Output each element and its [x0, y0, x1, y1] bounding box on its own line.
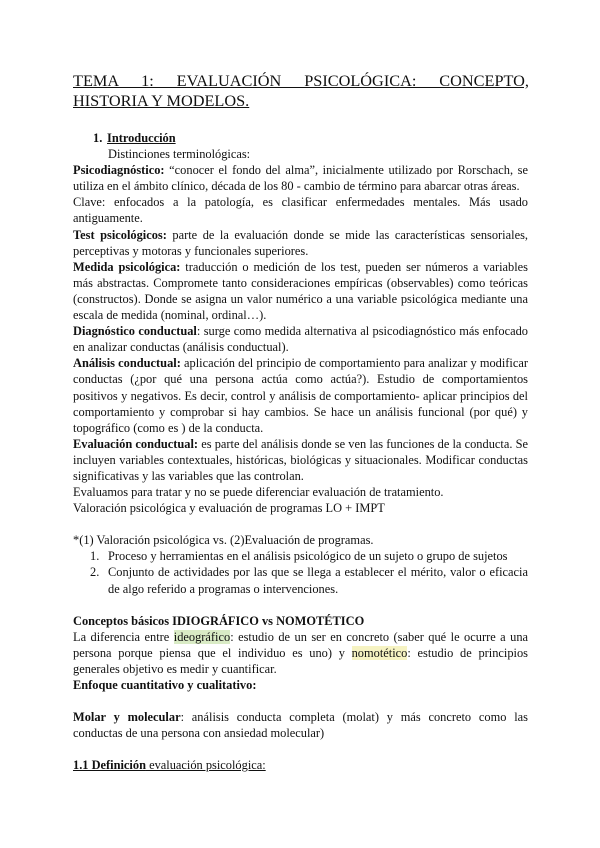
highlight-ideografico: ideográfico: [173, 629, 231, 644]
conceptos-title: Conceptos básicos IDIOGRÁFICO vs NOMOTÉTICO: [73, 613, 365, 628]
term-evaluacion: Evaluación conductual:: [73, 436, 199, 451]
list-item-text: Conjunto de actividades por las que se llega a establecer el mérito, valor o eficacia de algo referido a programas o intervenciones.: [108, 565, 528, 596]
paragraph-molar: [73, 709, 528, 741]
spacer: [73, 693, 528, 709]
text-test: parte de la evaluación donde se mide las características sensoriales, perceptivas y motoras y funcionales superiores.: [73, 227, 528, 258]
enfoque-title: Enfoque cuantitativo y cualitativo:: [73, 678, 257, 692]
heading-definicion: [73, 757, 528, 773]
spacer: [73, 741, 528, 757]
list-item: [73, 548, 528, 564]
term-analisis: Análisis conductual:: [73, 356, 181, 371]
text-psicodiagnostico: “conocer el fondo del alma”, inicialmente utilizado por Rorschach, se utiliza en el ámbito clínico, década de los 80 - cambio de término para abarcar otras áreas.: [73, 163, 528, 194]
paragraph-medida: [73, 259, 528, 323]
paragraph-psicodiagnostico: [73, 162, 528, 194]
list-item: [73, 564, 528, 596]
definicion-rest: evaluación psicológica:: [145, 758, 266, 773]
list-item-number: 1.: [90, 549, 100, 564]
section-heading-introduccion: [93, 130, 528, 146]
term-molar: Molar y molecular: [73, 710, 181, 725]
definicion-title: 1.1 Definición: [73, 758, 146, 773]
paragraph-analisis: [73, 355, 528, 435]
conceptos-text-1: La diferencia entre: [73, 629, 174, 644]
section-title: Introducción: [107, 131, 176, 145]
document-title: TEMA 1: EVALUACIÓN PSICOLÓGICA: CONCEPTO, HISTORIA Y MODELOS.: [73, 71, 529, 110]
conceptos-text-3: : estudio de principios generales objetivo es medir y cuantificar.: [73, 645, 528, 676]
comparison-intro: *(1) Valoración psicológica vs. (2)Evaluación de programas.: [73, 533, 374, 548]
text-evaluacion: es parte del análisis donde se ven las funciones de la conducta. Se incluyen variables contextuales, históricas, biológicas y situacionales. Modificar conductas significativas y las variables que las controlan.: [73, 436, 528, 483]
spacer: [73, 516, 528, 532]
document-body: [73, 130, 528, 773]
term-medida: Medida psicológica:: [73, 259, 181, 274]
paragraph-clave: Clave: enfocados a la patología, es clasificar enfermedades mentales. Más usado antiguamente.: [73, 195, 528, 226]
text-medida: traducción o medición de los test, pueden ser números a variables más abstractas. Compromete tanto consideraciones empíricas (observables) como teóricas (constructos). Donde se asigna un valor numérico a una variable psicológica mediante una escala de medida (nominal, ordinal…).: [73, 259, 528, 323]
paragraph-evaluacion: [73, 436, 528, 484]
text-analisis: aplicación del principio de comportamiento para analizar y modificar conductas (¿por qué una persona actúa como actúa?). Estudio de comportamientos positivos y negativos. Es decir, control y análisis de comportamiento- aplicar principios del comportamiento y comprobar si hay cambios. Se hace un análisis funcional (por qué) y topográfico (como es ) de la conducta.: [73, 356, 528, 435]
paragraph-valoracion: Valoración psicológica y evaluación de programas LO + IMPT: [73, 501, 385, 516]
paragraph-conceptos: [73, 629, 528, 677]
paragraph-evaluamos: Evaluamos para tratar y no se puede diferenciar evaluación de tratamiento.: [73, 485, 444, 500]
comparison-list: [73, 548, 528, 596]
heading-enfoque: [73, 677, 528, 693]
term-test: Test psicológicos:: [73, 227, 167, 242]
term-psicodiagnostico: Psicodiagnóstico:: [73, 163, 165, 178]
spacer: [73, 597, 528, 613]
list-item-text: Proceso y herramientas en el análisis psicológico de un sujeto o grupo de sujetos: [108, 549, 508, 564]
text-diagnostico: : surge como medida alternativa al psicodiagnóstico más enfocado en analizar conductas (análisis conductual).: [73, 324, 528, 355]
highlight-nomotetico: nomotético: [351, 645, 408, 660]
term-diagnostico: Diagnóstico conductual: [73, 324, 197, 339]
list-item-number: 2.: [90, 565, 100, 580]
conceptos-text-2: : estudio de un ser en concreto (saber qué le ocurre a una persona porque piensa que el individuo es uno) y: [73, 629, 529, 660]
paragraph-test: [73, 227, 528, 259]
text-molar: : análisis conducta completa (molat) y más concreto como las conductas de una persona con ansiedad molecular): [73, 710, 528, 741]
paragraph-diagnostico: [73, 323, 528, 355]
section-number: 1.: [93, 131, 103, 145]
subheading-distinciones: Distinciones terminológicas:: [108, 147, 251, 162]
heading-conceptos: [73, 613, 528, 629]
